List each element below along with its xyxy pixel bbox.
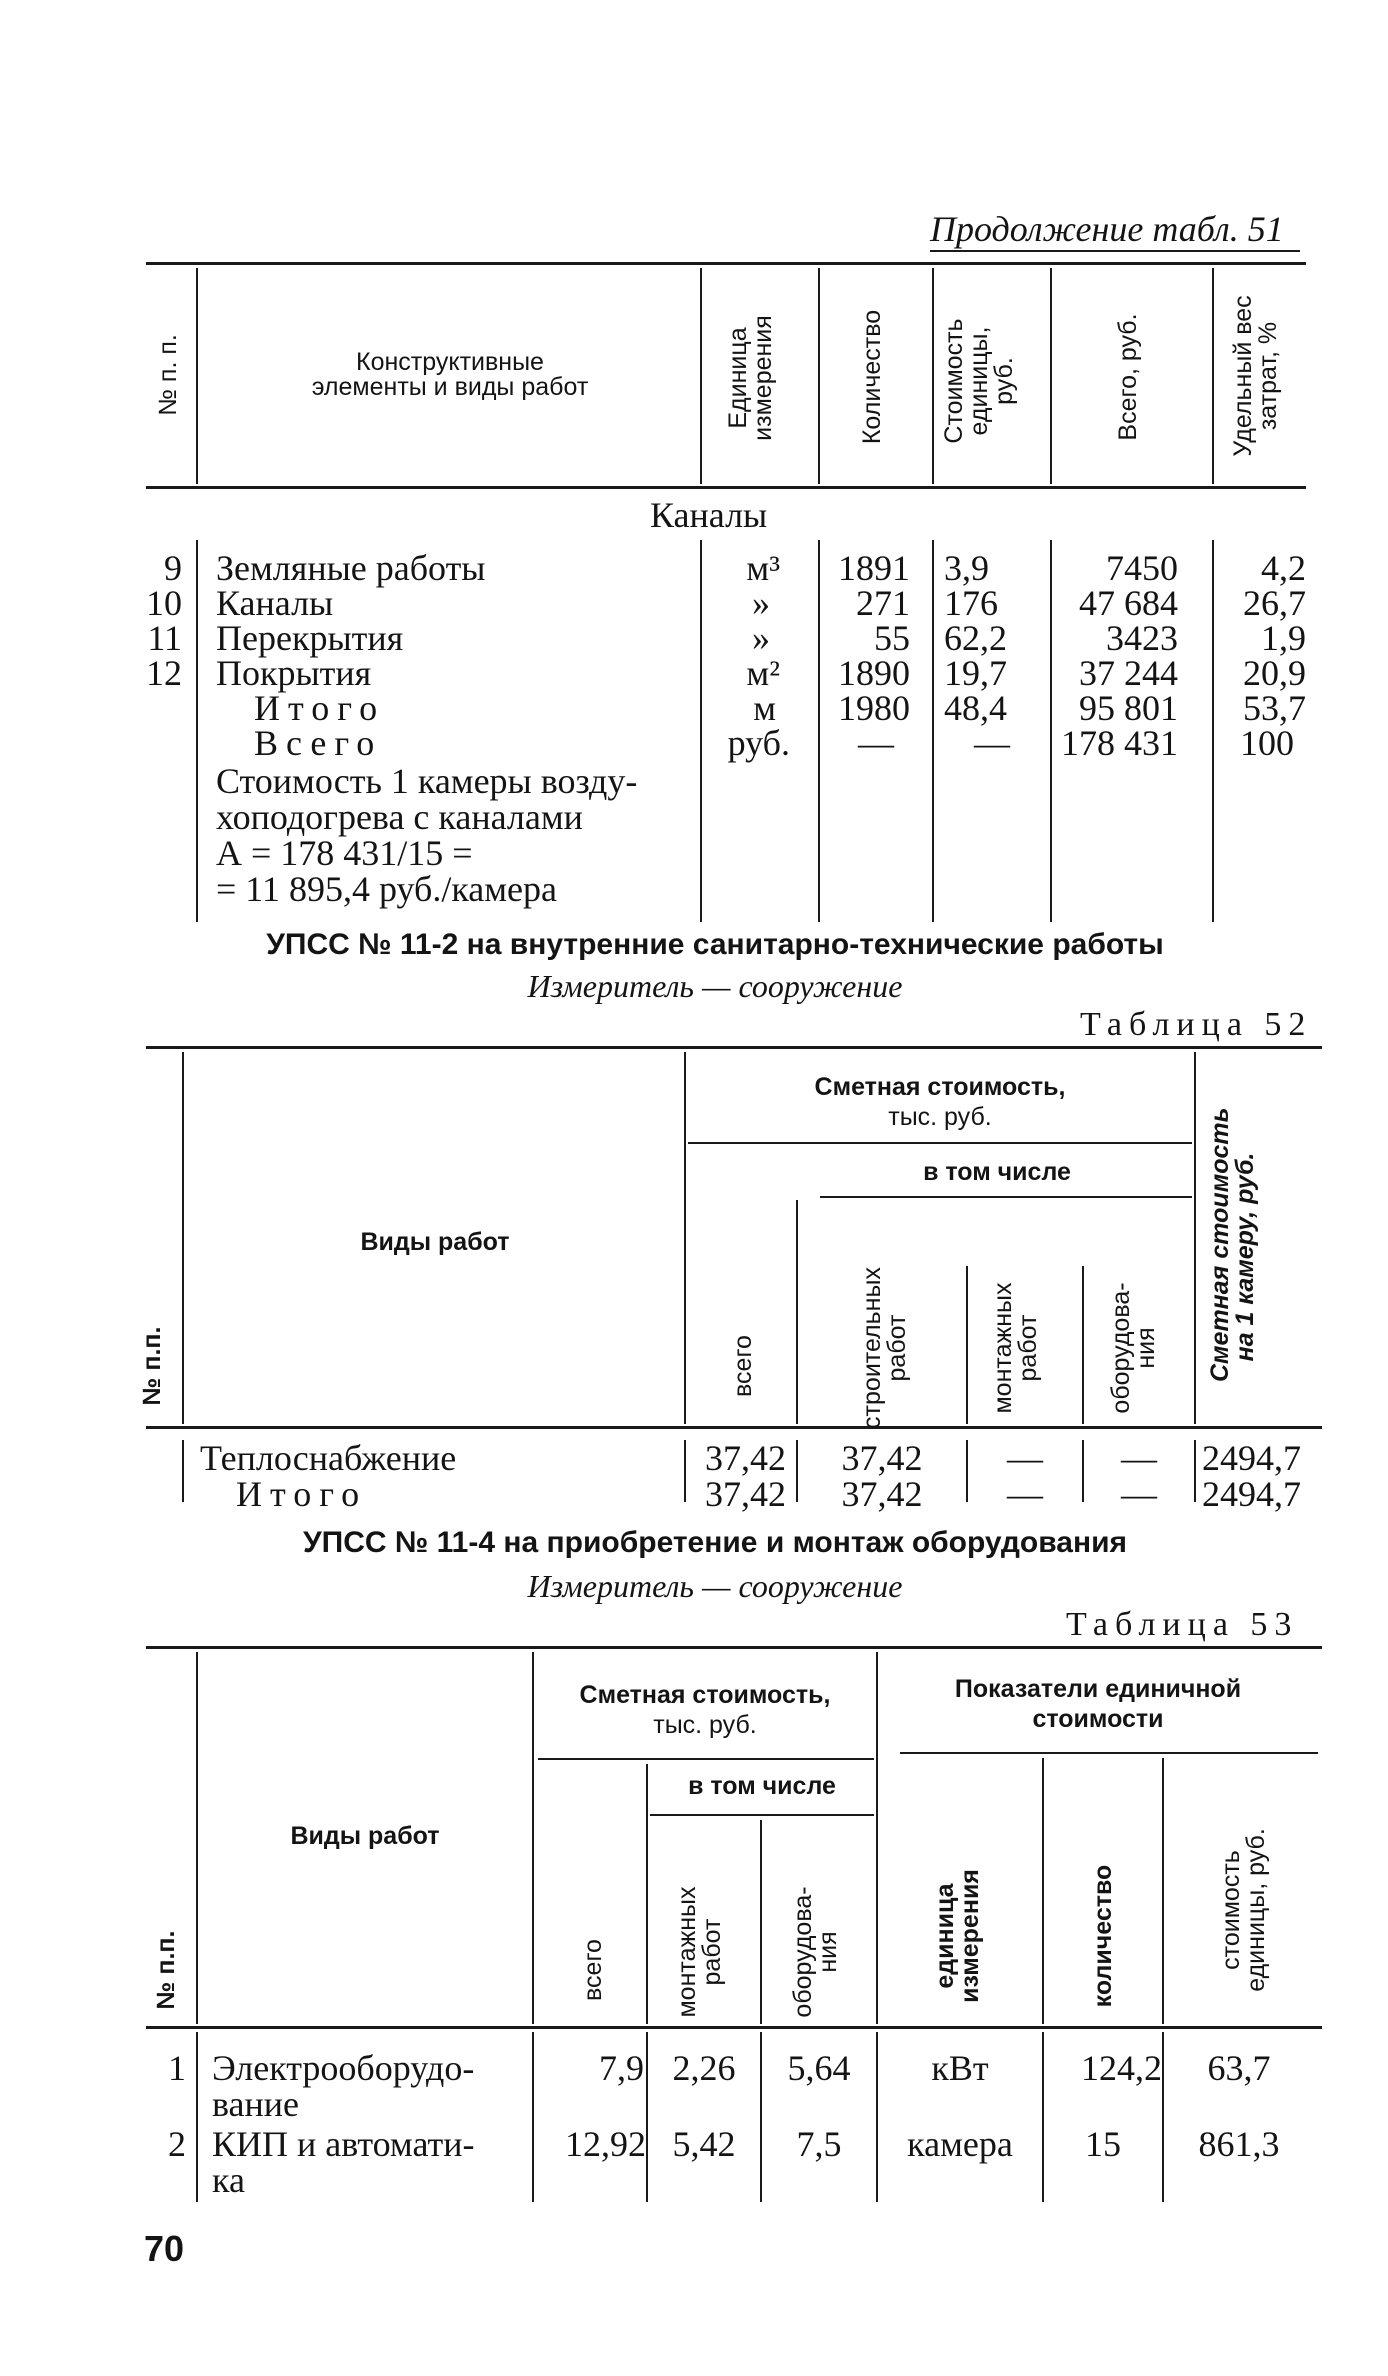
section-title: Каналы — [650, 495, 768, 535]
row-name: КИП и автомати- — [212, 2124, 475, 2164]
table-52 — [0, 1040, 1388, 1514]
row-unit-cost: 861,3 — [1198, 2124, 1280, 2164]
table-51 — [0, 0, 1388, 930]
table-row — [0, 1476, 1388, 1512]
row-qty: 15 — [1085, 2124, 1121, 2164]
table-label: Таблица 52 — [1080, 1006, 1313, 1043]
header-mont: монтажных работ — [989, 1282, 1042, 1414]
row-qty: 1980 — [838, 688, 910, 728]
row-unit: м — [753, 688, 776, 728]
row-per-chamber: 2494,7 — [1202, 1474, 1301, 1514]
row-unit: » — [752, 618, 770, 658]
col-divider — [1212, 268, 1214, 484]
table-row — [0, 2126, 1388, 2198]
row-num: 10 — [146, 583, 182, 623]
table-row — [0, 1440, 1388, 1476]
col-divider — [1194, 1052, 1196, 1424]
note-line: хоподогрева с каналами — [216, 797, 583, 837]
header-num: № п. п. — [154, 334, 182, 416]
row-total: 37 244 — [1079, 653, 1178, 693]
row-name: Электрооборудо- — [212, 2048, 475, 2088]
header-qty: Количество — [858, 309, 886, 445]
table-top-rule — [146, 1646, 1322, 1649]
row-mont: — — [1007, 1474, 1043, 1514]
section-heading: УПСС № 11-4 на приобретение и монтаж оборудования — [302, 1526, 1128, 1559]
row-constr: 37,42 — [841, 1474, 923, 1514]
row-total: 37,42 — [705, 1438, 786, 1478]
col-divider — [818, 268, 820, 484]
note-line: = 11 895,4 руб./камера — [216, 869, 557, 909]
row-unit: » — [752, 583, 770, 623]
col-divider — [1050, 268, 1052, 484]
rule — [538, 1758, 874, 1760]
row-total: 12,92 — [565, 2124, 646, 2164]
section-heading: УПСС № 11-2 на внутренние санитарно-технические работы — [266, 928, 1164, 961]
header-equip: оборудова- ния — [1107, 1282, 1160, 1414]
header-num: № п.п. — [152, 1930, 180, 2010]
row-qty: 55 — [874, 618, 910, 658]
header-unit: Единица измерения — [724, 315, 777, 441]
row-name: Покрытия — [216, 653, 372, 693]
header-bottom-rule — [146, 1426, 1322, 1429]
header-share: Удельный вес затрат, % — [1229, 295, 1282, 457]
header-qty: количество — [1089, 1864, 1117, 2008]
continuation-title: Продолжение табл. 51 — [930, 209, 1284, 249]
row-name: Всего — [254, 723, 383, 763]
rule — [820, 1196, 1192, 1198]
row-qty: 1891 — [838, 548, 910, 588]
header-cost: Сметная стоимость, тыс. руб. — [579, 1681, 831, 1739]
header-unit-cost: Стоимость единицы, руб. — [940, 318, 1018, 444]
row-per-chamber: 2494,7 — [1202, 1438, 1301, 1478]
row-name: вание — [212, 2084, 300, 2124]
row-name: Итого — [236, 1474, 368, 1514]
row-name: ка — [212, 2160, 245, 2200]
row-total: 95 801 — [1079, 688, 1178, 728]
row-unit: м² — [746, 653, 780, 693]
header-incl: в том числе — [688, 1772, 836, 1800]
row-qty: 271 — [856, 583, 910, 623]
table-53 — [0, 1640, 1388, 2220]
row-qty: 124,2 — [1081, 2048, 1162, 2088]
row-total: 37,42 — [705, 1474, 786, 1514]
header-constr: строительных работ — [858, 1267, 911, 1429]
header-cost: Сметная стоимость, тыс. руб. — [814, 1073, 1066, 1131]
row-unit: камера — [907, 2124, 1013, 2164]
row-qty: — — [858, 723, 894, 763]
row-cost: 62,2 — [944, 618, 1007, 658]
table-row — [0, 690, 1388, 726]
header-works: Виды работ — [360, 1228, 510, 1256]
header-unit: единица измерения — [931, 1869, 984, 2003]
cost-note — [216, 763, 696, 907]
col-divider — [932, 268, 934, 484]
header-equip: оборудова- ния — [789, 1886, 842, 2018]
row-share: 26,7 — [1243, 583, 1306, 623]
rule — [688, 1142, 1192, 1144]
header-total: всего — [579, 1939, 607, 2001]
row-equip: 7,5 — [796, 2124, 842, 2164]
row-equip: — — [1121, 1474, 1157, 1514]
table-row — [0, 585, 1388, 621]
col-divider — [760, 1820, 762, 2024]
note-line: Стоимость 1 камеры возду- — [216, 761, 638, 801]
page-number: 70 — [144, 2228, 185, 2269]
row-constr: 37,42 — [841, 1438, 923, 1478]
row-total: 7,9 — [599, 2048, 644, 2088]
table-row — [0, 655, 1388, 691]
row-share: 100 — [1240, 723, 1294, 763]
row-name: Итого — [254, 688, 386, 728]
row-unit: руб. — [727, 723, 790, 763]
row-num: 2 — [168, 2124, 186, 2164]
row-qty: 1890 — [838, 653, 910, 693]
table-row — [0, 2050, 1388, 2122]
table-row — [0, 550, 1388, 586]
row-share: 53,7 — [1243, 688, 1306, 728]
row-name: Перекрытия — [216, 618, 404, 658]
col-divider — [196, 268, 198, 484]
col-divider — [700, 268, 702, 484]
header-indicators: Показатели единичной стоимости — [954, 1675, 1242, 1733]
table-top-rule — [146, 1046, 1322, 1049]
col-divider — [1042, 1758, 1044, 2024]
row-total: 178 431 — [1061, 723, 1178, 763]
row-unit: м³ — [746, 548, 780, 588]
row-total: 3423 — [1106, 618, 1178, 658]
row-cost: 48,4 — [944, 688, 1007, 728]
row-unit-cost: 63,7 — [1207, 2048, 1271, 2088]
table-label: Таблица 53 — [1066, 1606, 1299, 1643]
col-divider — [796, 1200, 798, 1424]
row-cost: 19,7 — [944, 653, 1007, 693]
note-line: А = 178 431/15 = — [216, 833, 473, 873]
col-divider — [646, 1764, 648, 2024]
header-total: всего — [729, 1335, 757, 1397]
header-unit-cost: стоимость единицы, руб. — [1217, 1828, 1270, 1992]
col-divider — [966, 1266, 968, 1424]
header-incl: в том числе — [923, 1158, 1071, 1186]
header-mont: монтажных работ — [673, 1886, 726, 2018]
row-num: 11 — [147, 618, 182, 658]
row-name: Каналы — [216, 583, 334, 623]
header-bottom-rule — [146, 486, 1306, 489]
measure-caption: Измеритель — сооружение — [527, 968, 903, 1004]
header-total: Всего, руб. — [1114, 313, 1142, 441]
row-name: Земляные работы — [216, 548, 486, 588]
row-equip: — — [1121, 1438, 1157, 1478]
row-total: 7450 — [1106, 548, 1178, 588]
row-num: 9 — [164, 548, 182, 588]
row-mont: 2,26 — [672, 2048, 736, 2088]
table-row — [0, 620, 1388, 656]
row-name: Теплоснабжение — [200, 1438, 457, 1478]
row-total: 47 684 — [1079, 583, 1178, 623]
table-top-rule — [146, 262, 1306, 265]
row-mont: 5,42 — [672, 2124, 736, 2164]
row-share: 4,2 — [1261, 548, 1306, 588]
row-mont: — — [1007, 1438, 1043, 1478]
row-cost: 176 — [944, 583, 998, 623]
table-row — [0, 725, 1388, 761]
rule — [650, 1814, 874, 1816]
col-divider — [1162, 1758, 1164, 2024]
header-num: № п.п. — [138, 1326, 166, 1406]
header-elements: Конструктивные элементы и виды работ — [311, 348, 589, 401]
measure-caption: Измеритель — сооружение — [527, 1568, 903, 1604]
header-per-chamber: Сметная стоимость на 1 камеру, руб. — [1206, 1107, 1259, 1382]
rule — [900, 1752, 1318, 1754]
row-cost: — — [974, 723, 1010, 763]
row-cost: 3,9 — [944, 548, 989, 588]
row-equip: 5,64 — [787, 2048, 851, 2088]
header-bottom-rule — [146, 2026, 1322, 2029]
row-num: 1 — [168, 2048, 186, 2088]
col-divider — [1082, 1266, 1084, 1424]
header-works: Виды работ — [290, 1822, 440, 1850]
row-share: 20,9 — [1243, 653, 1306, 693]
row-share: 1,9 — [1261, 618, 1306, 658]
col-divider — [182, 1052, 184, 1424]
row-num: 12 — [146, 653, 182, 693]
row-unit: кВт — [931, 2048, 989, 2088]
